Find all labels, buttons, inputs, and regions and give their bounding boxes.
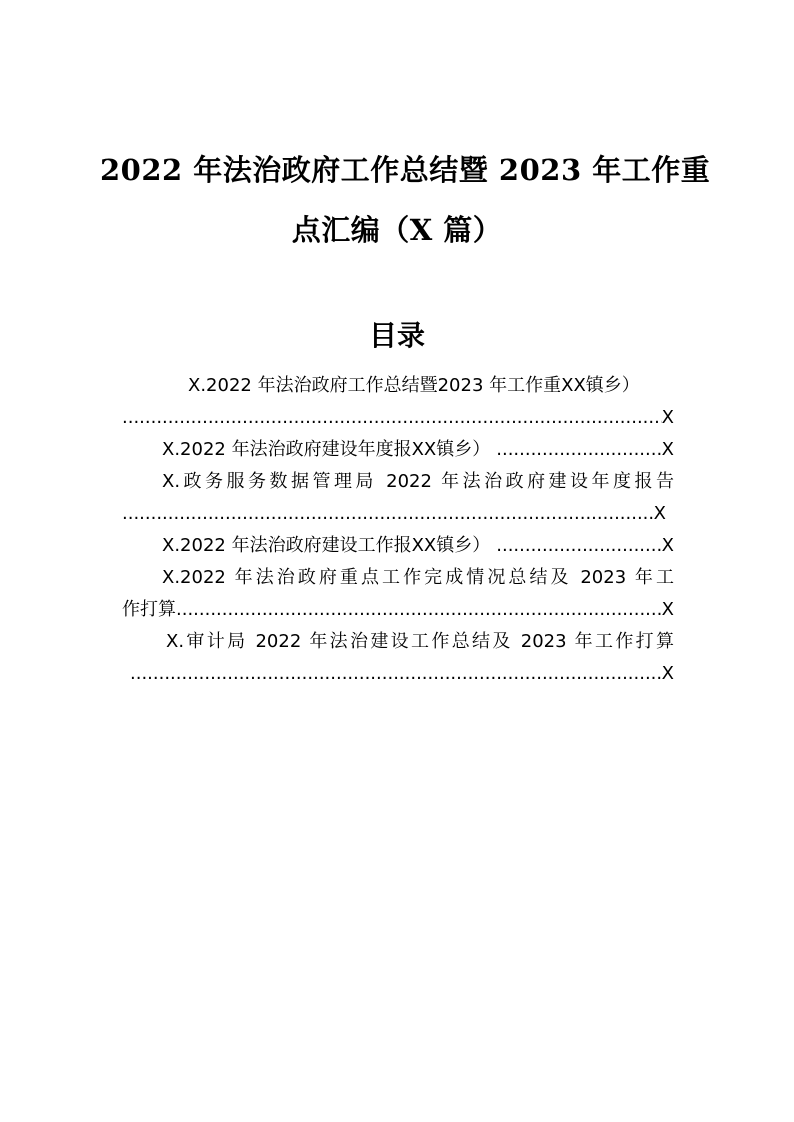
toc-page-number: X	[661, 663, 674, 684]
toc-entry-text: X.政务服务数据管理局 2022 年法治政府建设年度报告	[162, 471, 674, 492]
toc-leader-dots	[176, 594, 662, 626]
toc-entry-text: X.2022 年法治政府建设工作报XX镇乡）	[162, 535, 491, 556]
table-of-contents	[122, 370, 674, 690]
toc-entry-text: X.2022 年法治政府工作总结暨2023 年工作重XX镇乡）	[188, 375, 640, 396]
toc-entry-3[interactable]	[122, 466, 674, 530]
toc-entry-5[interactable]	[122, 562, 674, 626]
toc-entry-text: X.2022 年法治政府建设年度报XX镇乡）	[162, 439, 491, 460]
toc-leader-dots	[130, 658, 662, 690]
toc-entry-text-line-2: 作打算	[122, 599, 176, 620]
document-title-line-1: 2022 年法治政府工作总结暨 2023 年工作重	[100, 153, 711, 187]
toc-page-number: X	[661, 535, 674, 556]
toc-entry-2[interactable]	[122, 434, 674, 466]
toc-page-number: X	[653, 503, 666, 524]
toc-page-number: X	[661, 407, 674, 428]
toc-page-number: X	[661, 439, 674, 460]
toc-entry-6[interactable]	[122, 626, 674, 690]
toc-entry-4[interactable]	[122, 530, 674, 562]
toc-leader-dots	[496, 434, 661, 466]
toc-entry-text: X.审计局 2022 年法治建设工作总结及 2023 年工作打算	[166, 631, 674, 652]
document-title-line-2: 点汇编（X 篇）	[291, 213, 503, 247]
toc-entry-1[interactable]	[122, 370, 674, 434]
toc-page-number: X	[661, 599, 674, 620]
toc-leader-dots	[122, 498, 654, 530]
toc-entry-text-line-1: X.2022 年法治政府重点工作完成情况总结及 2023 年工	[162, 567, 674, 588]
toc-leader-dots	[122, 402, 662, 434]
toc-leader-dots	[496, 530, 661, 562]
toc-heading: 目录	[368, 319, 425, 352]
